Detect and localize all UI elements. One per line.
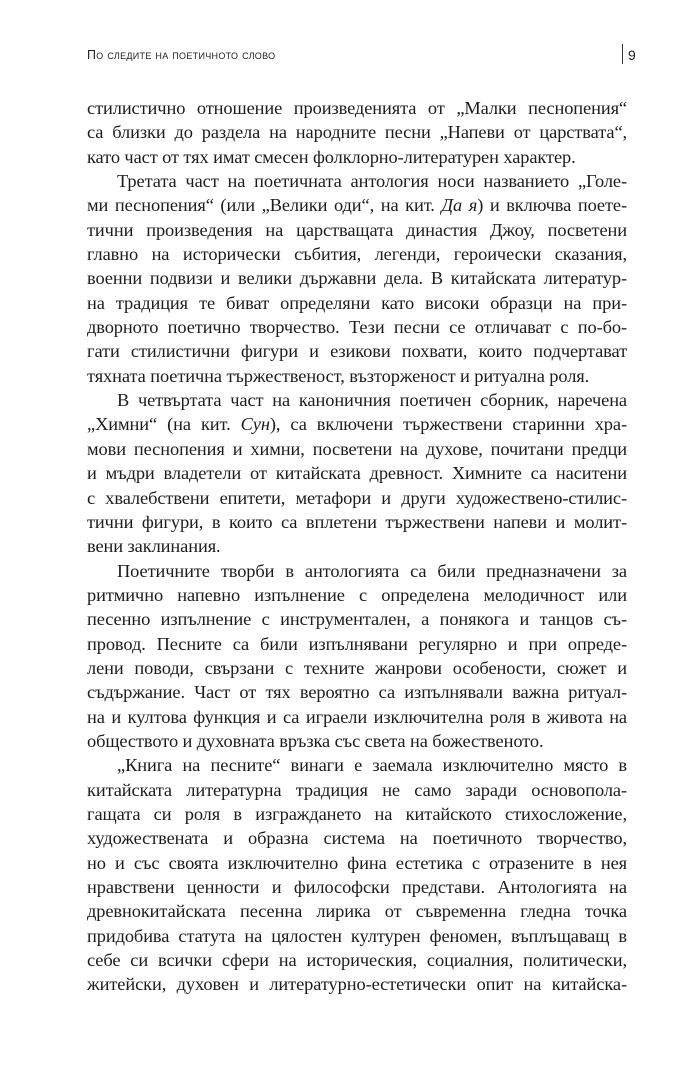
text-line: себе си всички сфери на историческия, социалния, политически, (87, 950, 627, 971)
text-line: нравствени ценности и философски представи. Антологията на (87, 877, 627, 897)
page-number-rule (622, 44, 623, 64)
italic-term: Да я (441, 195, 478, 216)
text-line: придобива статута на цялостен културен феномен, въплъщаващ в (87, 925, 627, 946)
text-line: с хвалебствени епитети, метафори и други художествено-стилис- (87, 487, 627, 508)
running-title: По следите на поетичното слово (87, 48, 276, 62)
italic-term: Сун (240, 414, 270, 435)
text-line: на и култова функция и са играели изключителна роля в живота на (87, 706, 627, 727)
text-line: обществото и духовната връзка със света на божественото. (87, 730, 544, 751)
text-line: В четвъртата част на каноничния поетичен сборник, наречена (117, 390, 627, 411)
body-text (87, 96, 627, 997)
text-line: древнокитайската песенна лирика от съвременна гледна точка (87, 901, 627, 922)
text-run: ), са включени тържествени старинни хра- (269, 414, 627, 435)
text-run: ) и включва поете- (477, 195, 627, 216)
text-line: гати стилистични фигури и езикови похвати, които подчертават (87, 341, 627, 362)
text-line: житейски, духовен и литературно-естетически опит на китайска- (87, 974, 627, 995)
text-line: тични произведения на царстващата династия Джоу, посветени (87, 219, 627, 240)
text-line: тяхната поетична тържественост, възторженост и ритуална роля. (87, 365, 590, 386)
text-line: като част от тях имат смесен фолклорно-литературен характер. (87, 146, 576, 167)
text-line: гащата си роля в изграждането на китайското стихосложение, (87, 803, 627, 824)
text-line: военни подвизи и велики държавни дела. В китайската литератур- (87, 268, 627, 289)
text-line: ритмично напевно изпълнение с определена мелодичност или (87, 584, 627, 605)
text-line: на традиция те биват определяни като високи образци на при- (87, 292, 627, 313)
text-line: главно на исторически събития, легенди, героически сказания, (87, 244, 627, 265)
text-line: съдържание. Част от тях вероятно са изпълнявали важна ритуал- (87, 682, 627, 703)
text-run: „Химни“ (на кит. (87, 414, 241, 435)
text-line (87, 412, 627, 436)
text-line: дворното поетично творчество. Тези песни се отличават с по-бо- (87, 317, 627, 338)
text-line: песенно изпълнение с инструментален, а понякога и танцов съ- (87, 609, 627, 630)
text-line: мови песнопения и химни, посветени на духове, почитани предци (87, 438, 627, 459)
text-line: китайската литературна традиция не само заради основопола- (87, 779, 627, 800)
text-line (87, 193, 627, 217)
text-line: и мъдри владетели от китайската древност. Химните са наситени (87, 463, 627, 484)
text-line: тични фигури, в които са вплетени тържествени напеви и молит- (87, 511, 627, 532)
text-line: провод. Песните са били изпълнявани регулярно и при опреде- (87, 633, 627, 654)
running-head (87, 44, 636, 66)
text-line: Третата част на поетичната антология носи названието „Голе- (117, 171, 627, 192)
text-line: „Книга на песните“ винаги е заемала изключително място в (117, 755, 627, 776)
text-run: ми песнопения“ (или „Велики оди“, на кит. (87, 195, 442, 216)
text-line: Поетичните творби в антологията са били предназначени за (117, 560, 627, 581)
text-line: художествената и образна система на поетичното творчество, (87, 828, 627, 849)
page-number: 9 (628, 47, 636, 63)
text-line: са близки до раздела на народните песни „Напеви от царствата“, (87, 122, 627, 143)
text-line: но и със своята изключително фина естетика с отразените в нея (87, 852, 627, 873)
text-line: вени заклинания. (87, 536, 221, 557)
text-line: лени поводи, свързани с техните жанрови особености, сюжет и (87, 657, 627, 678)
text-line: стилистично отношение произведенията от „Малки песнопения“ (87, 98, 627, 118)
